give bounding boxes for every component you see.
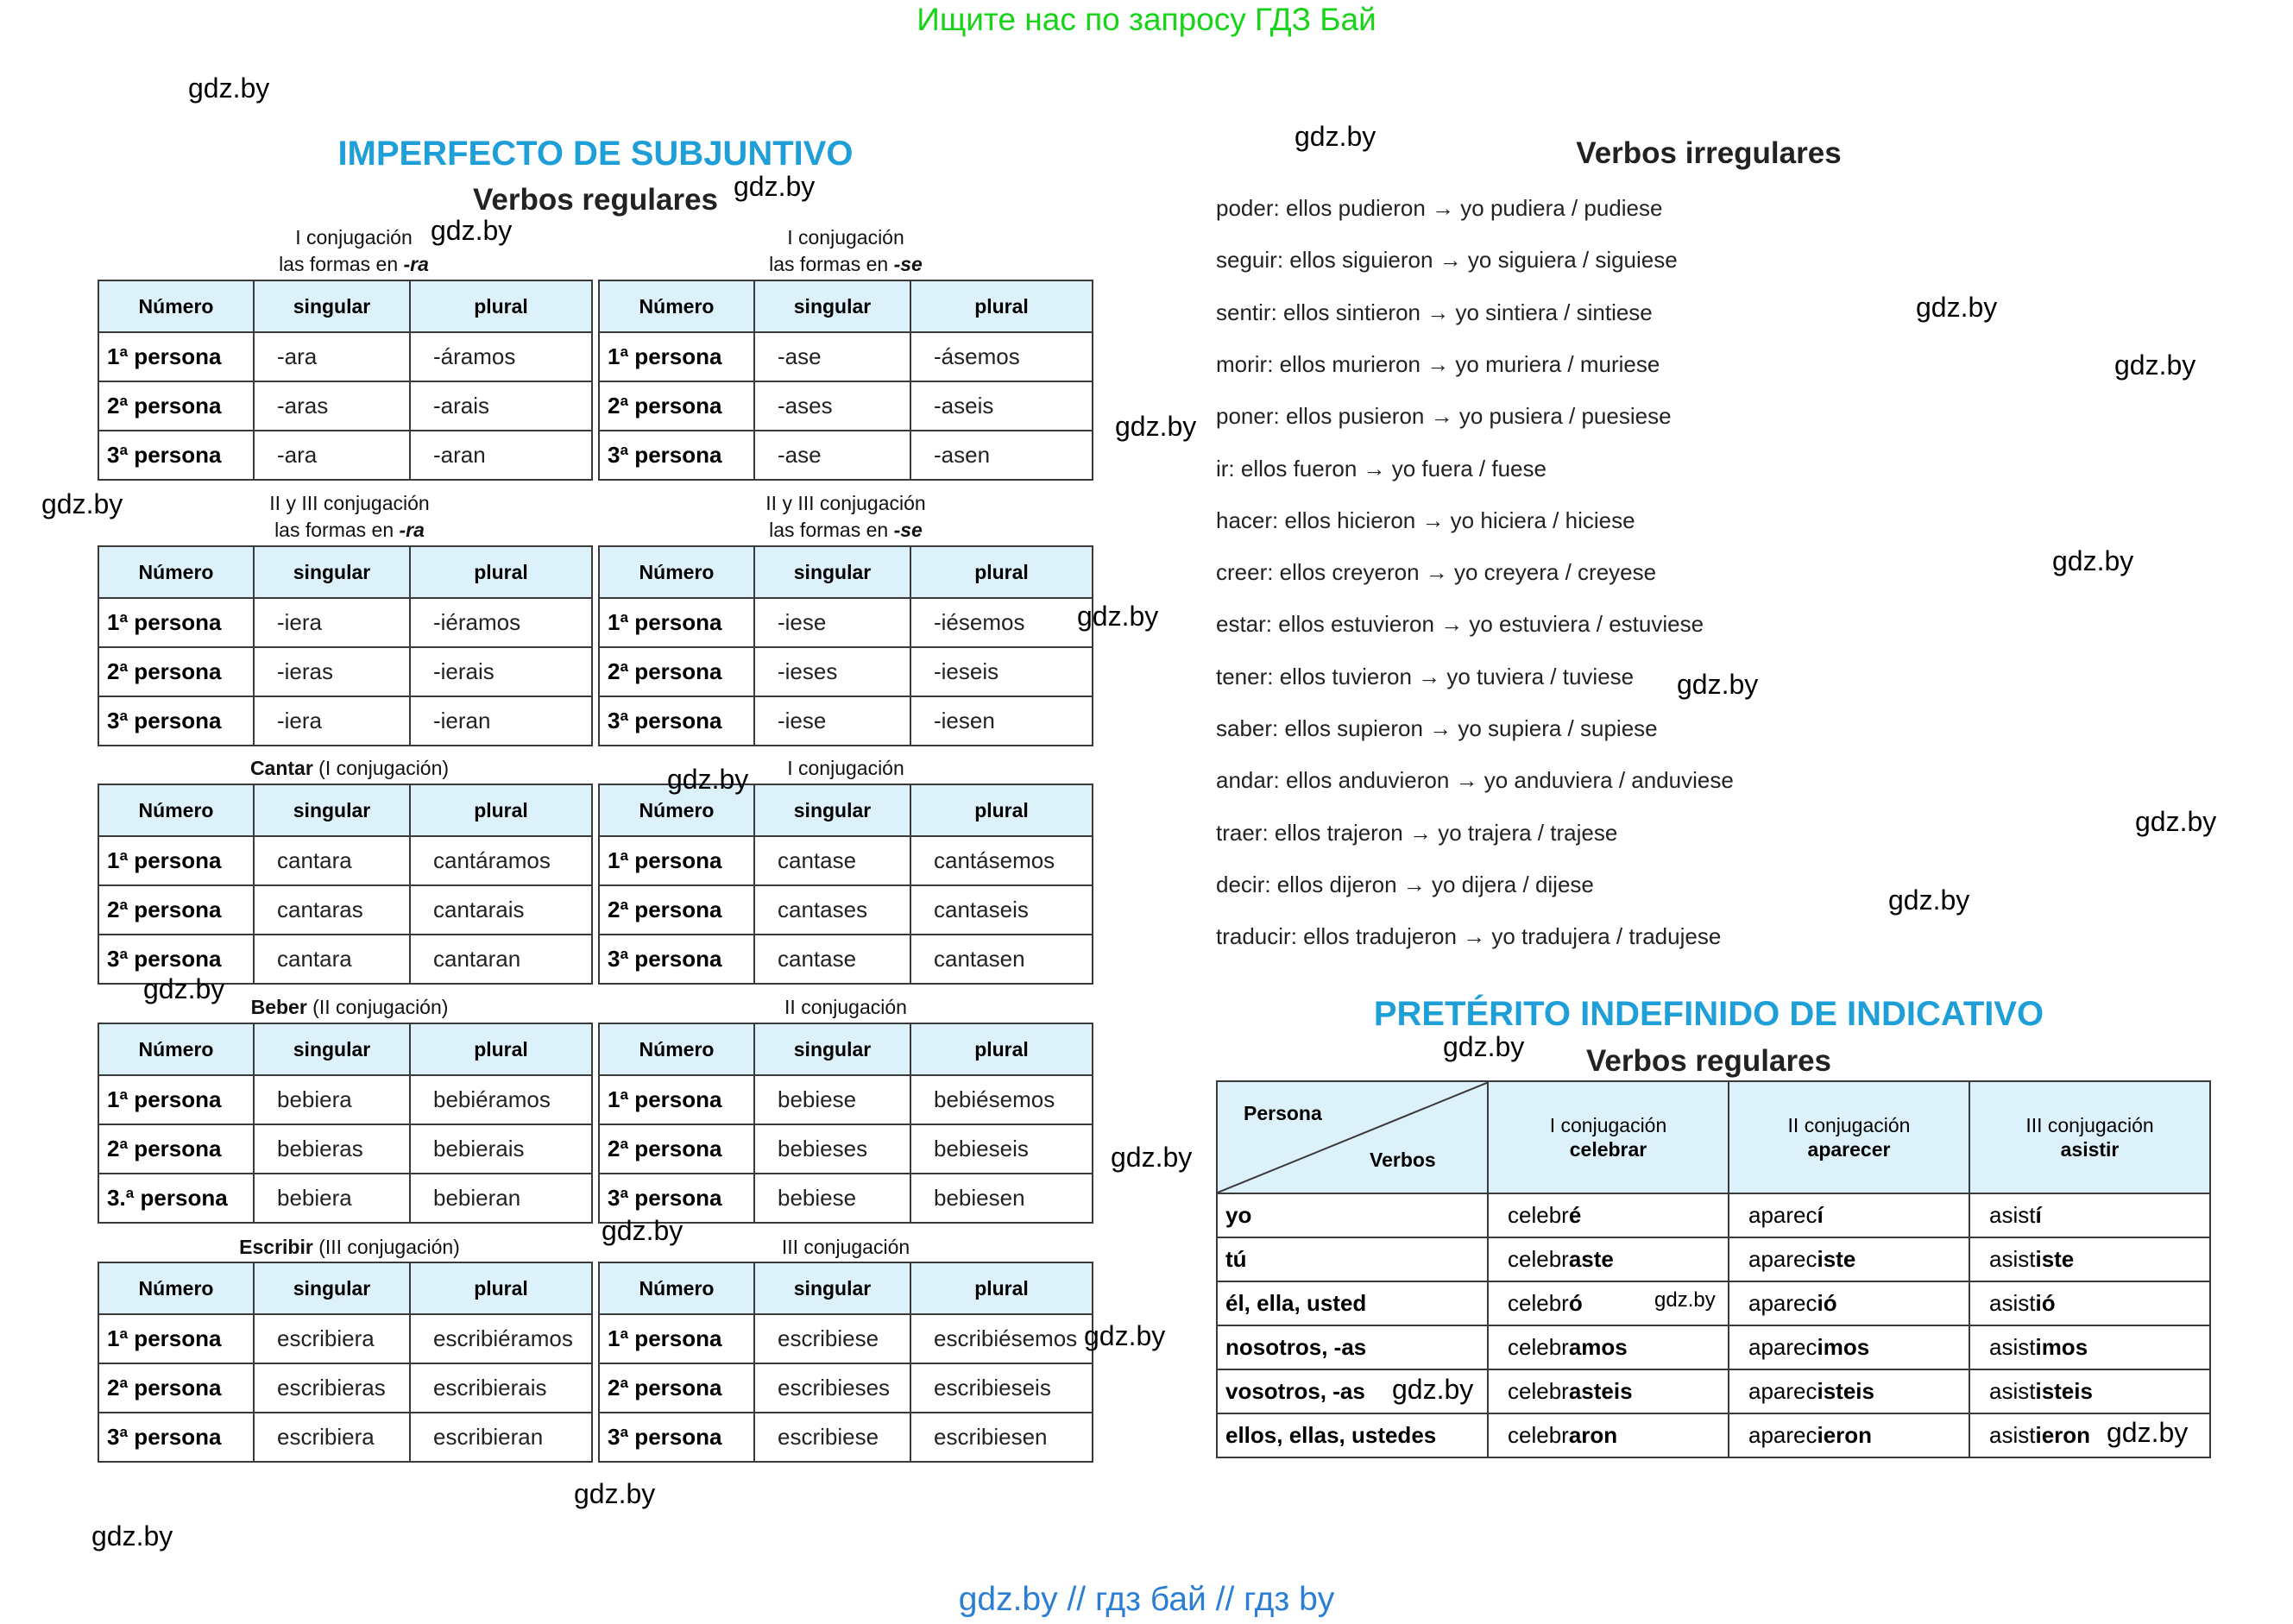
conjugation-table-10	[598, 1262, 1093, 1463]
plural-cell: escribiesen	[910, 1413, 1093, 1462]
verb-stem: celebr	[1508, 1334, 1569, 1360]
verb-stem: aparec	[1748, 1422, 1817, 1448]
watermark: gdz.by	[1111, 1142, 1193, 1173]
conjugation-table-5	[98, 784, 593, 985]
table-header-row	[98, 280, 592, 332]
plural-header: plural	[410, 1023, 592, 1075]
verb-form-cell	[1969, 1325, 2210, 1369]
verb-form-cell	[1488, 1237, 1729, 1281]
verb-form-cell	[1729, 1281, 1969, 1325]
watermark: gdz.by	[91, 1520, 173, 1552]
singular-cell: bebiera	[254, 1174, 410, 1223]
plural-cell: -ieran	[410, 696, 592, 746]
singular-cell: -aras	[254, 381, 410, 431]
singular-cell: bebiese	[754, 1174, 910, 1223]
col-header-3: III conjugación asistir	[1969, 1081, 2210, 1193]
watermark: gdz.by	[2135, 806, 2217, 837]
verb-ending: ieron	[1817, 1422, 1873, 1448]
plural-cell: escribiésemos	[910, 1314, 1093, 1363]
table-row	[98, 598, 592, 647]
plural-cell: -iéramos	[410, 598, 592, 647]
numero-header: Número	[599, 1023, 754, 1075]
singular-cell: cantases	[754, 885, 910, 935]
plural-cell: -ásemos	[910, 332, 1093, 381]
verb-stem: celebr	[1508, 1202, 1569, 1228]
verb-ending: imos	[2035, 1334, 2088, 1360]
plural-cell: -áramos	[410, 332, 592, 381]
verb-stem: celebr	[1508, 1422, 1569, 1448]
table-row	[599, 836, 1093, 885]
table-header-row	[98, 1262, 592, 1314]
person-cell: 3ª persona	[599, 696, 754, 746]
plural-cell: bebiéramos	[410, 1075, 592, 1124]
verb-stem: aparec	[1748, 1246, 1817, 1272]
person-cell: 1ª persona	[98, 836, 254, 885]
irregular-title: Verbos irregulares	[1576, 136, 1842, 170]
watermark: gdz.by	[1677, 669, 1759, 700]
watermark: gdz.by	[143, 973, 225, 1004]
plural-cell: cantasen	[910, 935, 1093, 984]
plural-header: plural	[410, 784, 592, 836]
table-row	[98, 1314, 592, 1363]
watermark: gdz.by	[1295, 121, 1376, 152]
table-row	[599, 885, 1093, 935]
numero-header: Número	[98, 784, 254, 836]
table-row	[1217, 1369, 2210, 1413]
person-cell: 1ª persona	[599, 598, 754, 647]
verb-form-cell	[1729, 1369, 1969, 1413]
singular-cell: escribieras	[254, 1363, 410, 1413]
watermark: gdz.by	[2107, 1417, 2189, 1448]
plural-cell: bebiésemos	[910, 1075, 1093, 1124]
person-cell: 3.ª persona	[98, 1174, 254, 1223]
caption-table-1: I conjugación las formas en -ra	[279, 226, 429, 275]
person-cell: 1ª persona	[599, 332, 754, 381]
verb-form-cell	[1488, 1325, 1729, 1369]
plural-cell: escribieran	[410, 1413, 592, 1462]
plural-cell: -ierais	[410, 647, 592, 696]
verb-stem: asist	[1989, 1290, 2036, 1316]
irregular-verb-line: andar: ellos anduvieron → yo anduviera / anduviese	[1216, 767, 1734, 794]
person-cell: 2ª persona	[98, 1124, 254, 1174]
person-cell: 1ª persona	[599, 1314, 754, 1363]
irregular-verb-line: tener: ellos tuvieron → yo tuviera / tuviese	[1216, 663, 1635, 689]
irregular-verb-line: traducir: ellos tradujeron → yo tradujera / tradujese	[1216, 923, 1722, 950]
persona-cell: yo	[1217, 1193, 1488, 1237]
table-row	[98, 431, 592, 480]
verb-stem: aparec	[1748, 1202, 1817, 1228]
persona-cell: nosotros, -as	[1217, 1325, 1488, 1369]
corner-label-persona: Persona	[1244, 1102, 1322, 1124]
irregular-verb-line: poner: ellos pusieron → yo pusiera / puesiese	[1216, 403, 1672, 430]
table-row	[599, 696, 1093, 746]
conjugation-table-6	[598, 784, 1093, 985]
table-row	[98, 647, 592, 696]
verb-ending: í	[1817, 1202, 1824, 1228]
singular-cell: -iera	[254, 598, 410, 647]
table-header-row	[599, 546, 1093, 598]
watermark: gdz.by	[1443, 1031, 1525, 1062]
verb-stem: asist	[1989, 1378, 2036, 1404]
verb-ending: aron	[1568, 1422, 1618, 1448]
numero-header: Número	[599, 784, 754, 836]
conjugation-table-8	[598, 1023, 1093, 1224]
table-header-row	[98, 1023, 592, 1075]
person-cell: 2ª persona	[599, 381, 754, 431]
caption-table-5: Cantar (I conjugación)	[249, 757, 450, 779]
singular-cell: -ara	[254, 332, 410, 381]
watermark: gdz.by	[2114, 349, 2196, 381]
singular-header: singular	[254, 1023, 410, 1075]
table-header-row	[599, 1023, 1093, 1075]
watermark: gdz.by	[734, 171, 816, 202]
plural-cell: -arais	[410, 381, 592, 431]
plural-cell: escribieseis	[910, 1363, 1093, 1413]
singular-cell: bebiera	[254, 1075, 410, 1124]
singular-header: singular	[754, 1023, 910, 1075]
table-header-row	[98, 784, 592, 836]
table-row	[1217, 1413, 2210, 1457]
numero-header: Número	[98, 1023, 254, 1075]
plural-cell: bebieseis	[910, 1124, 1093, 1174]
preterito-subtitle: Verbos regulares	[1585, 1044, 1832, 1078]
singular-cell: escribiese	[754, 1413, 910, 1462]
plural-cell: -iésemos	[910, 598, 1093, 647]
verb-ending: asteis	[1568, 1378, 1633, 1404]
singular-cell: -ara	[254, 431, 410, 480]
table-row	[1217, 1237, 2210, 1281]
plural-cell: bebieran	[410, 1174, 592, 1223]
verb-ending: iste	[2035, 1246, 2075, 1272]
person-cell: 1ª persona	[599, 1075, 754, 1124]
watermark: gdz.by	[1916, 292, 1998, 323]
verb-stem: asist	[1989, 1202, 2036, 1228]
corner-label-verbos: Verbos	[1370, 1149, 1436, 1171]
singular-header: singular	[254, 546, 410, 598]
table-row	[1217, 1193, 2210, 1237]
irregular-verb-line: saber: ellos supieron → yo supiera / supiese	[1216, 715, 1658, 741]
watermark: gdz.by	[1115, 411, 1197, 442]
table-row	[599, 1363, 1093, 1413]
singular-cell: -ieras	[254, 647, 410, 696]
table-row	[98, 1363, 592, 1413]
col-header-2: II conjugación aparecer	[1729, 1081, 1969, 1193]
plural-cell: -asen	[910, 431, 1093, 480]
table-row	[599, 1124, 1093, 1174]
singular-header: singular	[754, 1262, 910, 1314]
persona-cell: él, ella, usted	[1217, 1281, 1488, 1325]
persona-verbos-corner	[1217, 1081, 1488, 1193]
irregular-verb-line: sentir: ellos sintieron → yo sintiera / sintiese	[1216, 299, 1653, 325]
top-banner: Ищите нас по запросу ГДЗ Бай	[917, 2, 1376, 37]
verb-ending: ieron	[2035, 1422, 2091, 1448]
person-cell: 3ª persona	[599, 935, 754, 984]
verb-ending: ió	[1817, 1290, 1837, 1316]
person-cell: 1ª persona	[98, 1075, 254, 1124]
preterito-table	[1216, 1080, 2211, 1458]
irregular-verb-line: traer: ellos trajeron → yo trajera / trajese	[1216, 819, 1618, 846]
table-row	[98, 696, 592, 746]
watermark: gdz.by	[1392, 1374, 1474, 1405]
caption-table-4: II y III conjugación las formas en -se	[765, 492, 926, 541]
person-cell: 3ª persona	[98, 431, 254, 480]
imperfecto-subtitle: Verbos regulares	[472, 183, 719, 217]
singular-cell: cantaras	[254, 885, 410, 935]
irregular-verb-line: decir: ellos dijeron → yo dijera / dijese	[1216, 871, 1594, 897]
verb-stem: celebr	[1508, 1246, 1569, 1272]
person-cell: 2ª persona	[599, 647, 754, 696]
singular-cell: bebiese	[754, 1075, 910, 1124]
table-row	[98, 1124, 592, 1174]
plural-cell: -aran	[410, 431, 592, 480]
table-row	[1217, 1325, 2210, 1369]
conjugation-table-2	[598, 280, 1093, 481]
numero-header: Número	[599, 280, 754, 332]
irregular-verb-line: seguir: ellos siguieron → yo siguiera / siguiese	[1216, 247, 1678, 274]
plural-cell: escribiéramos	[410, 1314, 592, 1363]
numero-header: Número	[98, 1262, 254, 1314]
singular-cell: escribiera	[254, 1413, 410, 1462]
singular-header: singular	[754, 546, 910, 598]
person-cell: 2ª persona	[599, 1363, 754, 1413]
conjugation-table-7	[98, 1023, 593, 1224]
verb-form-cell	[1969, 1281, 2210, 1325]
singular-cell: cantase	[754, 935, 910, 984]
person-cell: 1ª persona	[98, 332, 254, 381]
conjugation-table-1	[98, 280, 593, 481]
plural-cell: cantásemos	[910, 836, 1093, 885]
table-row	[98, 1075, 592, 1124]
person-cell: 3ª persona	[599, 431, 754, 480]
person-cell: 2ª persona	[98, 1363, 254, 1413]
watermark: gdz.by	[2052, 545, 2134, 576]
verb-stem: aparec	[1748, 1334, 1817, 1360]
irregular-verb-line: ir: ellos fueron → yo fuera / fuese	[1216, 455, 1547, 482]
numero-header: Número	[98, 546, 254, 598]
singular-cell: bebieses	[754, 1124, 910, 1174]
person-cell: 2ª persona	[98, 647, 254, 696]
plural-cell: cantarais	[410, 885, 592, 935]
footer-links[interactable]: gdz.by // гдз бай // гдз by	[958, 1581, 1335, 1618]
caption-table-8: II conjugación	[784, 996, 907, 1018]
persona-cell: ellos, ellas, ustedes	[1217, 1413, 1488, 1457]
plural-header: plural	[410, 280, 592, 332]
plural-cell: bebiesen	[910, 1174, 1093, 1223]
irregular-verb-line: hacer: ellos hicieron → yo hiciera / hiciese	[1216, 507, 1635, 533]
verb-ending: í	[2035, 1202, 2042, 1228]
person-cell: 1ª persona	[98, 598, 254, 647]
caption-table-7: Beber (II conjugación)	[250, 996, 449, 1018]
numero-header: Número	[599, 1262, 754, 1314]
person-cell: 1ª persona	[599, 836, 754, 885]
singular-cell: -iera	[254, 696, 410, 746]
verb-stem: asist	[1989, 1422, 2036, 1448]
watermark: gdz.by	[1077, 601, 1159, 632]
plural-header: plural	[910, 784, 1093, 836]
plural-header: plural	[910, 546, 1093, 598]
preterito-header-row	[1217, 1081, 2210, 1193]
table-header-row	[599, 1262, 1093, 1314]
watermark: gdz.by	[1654, 1288, 1716, 1312]
verb-form-cell	[1488, 1369, 1729, 1413]
verb-stem: asist	[1989, 1246, 2036, 1272]
watermark: gdz.by	[188, 72, 270, 104]
col-header-1: I conjugación celebrar	[1488, 1081, 1729, 1193]
person-cell: 2ª persona	[98, 885, 254, 935]
verb-ending: isteis	[2035, 1378, 2093, 1404]
irregular-verb-line: morir: ellos murieron → yo muriera / muriese	[1216, 350, 1660, 377]
table-row	[599, 935, 1093, 984]
plural-cell: -iesen	[910, 696, 1093, 746]
table-row	[98, 836, 592, 885]
verb-form-cell	[1729, 1237, 1969, 1281]
irregular-verb-line: poder: ellos pudieron → yo pudiera / pudiese	[1216, 195, 1663, 221]
verb-ending: aste	[1568, 1246, 1614, 1272]
singular-cell: escribiera	[254, 1314, 410, 1363]
plural-cell: -aseis	[910, 381, 1093, 431]
person-cell: 2ª persona	[599, 885, 754, 935]
conjugation-table-4	[598, 545, 1093, 746]
singular-cell: cantase	[754, 836, 910, 885]
irregular-verb-line: creer: ellos creyeron → yo creyera / creyese	[1216, 559, 1657, 586]
verb-form-cell	[1488, 1193, 1729, 1237]
preterito-title: PRETÉRITO INDEFINIDO DE INDICATIVO	[1373, 995, 2044, 1033]
persona-cell: tú	[1217, 1237, 1488, 1281]
verb-form-cell	[1969, 1237, 2210, 1281]
imperfecto-title: IMPERFECTO DE SUBJUNTIVO	[337, 135, 854, 173]
verb-ending: ó	[1568, 1290, 1583, 1316]
verb-form-cell	[1488, 1413, 1729, 1457]
table-row	[599, 1075, 1093, 1124]
singular-header: singular	[254, 784, 410, 836]
table-header-row	[98, 546, 592, 598]
persona-cell: vosotros, -as	[1217, 1369, 1488, 1413]
plural-header: plural	[910, 1262, 1093, 1314]
verb-form-cell	[1969, 1193, 2210, 1237]
person-cell: 2ª persona	[98, 381, 254, 431]
singular-header: singular	[754, 280, 910, 332]
plural-cell: bebierais	[410, 1124, 592, 1174]
table-row	[599, 598, 1093, 647]
conjugation-table-3	[98, 545, 593, 746]
plural-cell: cantáramos	[410, 836, 592, 885]
table-row	[599, 431, 1093, 480]
singular-cell: escribieses	[754, 1363, 910, 1413]
plural-header: plural	[410, 1262, 592, 1314]
table-row	[599, 647, 1093, 696]
watermark: gdz.by	[574, 1478, 656, 1509]
table-row	[98, 1174, 592, 1223]
verb-ending: amos	[1568, 1334, 1628, 1360]
singular-cell: -ase	[754, 332, 910, 381]
person-cell: 3ª persona	[98, 935, 254, 984]
plural-cell: cantaseis	[910, 885, 1093, 935]
watermark: gdz.by	[602, 1215, 683, 1246]
singular-header: singular	[254, 1262, 410, 1314]
singular-cell: -iese	[754, 696, 910, 746]
singular-header: singular	[754, 784, 910, 836]
caption-table-2: I conjugación las formas en -se	[769, 226, 923, 275]
singular-cell: bebieras	[254, 1124, 410, 1174]
verb-stem: celebr	[1508, 1378, 1569, 1404]
verb-form-cell	[1729, 1193, 1969, 1237]
plural-header: plural	[910, 1023, 1093, 1075]
singular-cell: cantara	[254, 935, 410, 984]
table-row	[98, 885, 592, 935]
verb-ending: iste	[1817, 1246, 1856, 1272]
verb-stem: aparec	[1748, 1378, 1817, 1404]
table-row	[599, 332, 1093, 381]
irregular-verb-line: estar: ellos estuvieron → yo estuviera / estuviese	[1216, 611, 1704, 638]
verb-stem: aparec	[1748, 1290, 1817, 1316]
verb-ending: ió	[2035, 1290, 2056, 1316]
table-row	[599, 1314, 1093, 1363]
person-cell: 1ª persona	[98, 1314, 254, 1363]
plural-header: plural	[410, 546, 592, 598]
plural-cell: -ieseis	[910, 647, 1093, 696]
verb-stem: celebr	[1508, 1290, 1569, 1316]
table-row	[98, 1413, 592, 1462]
table-row	[599, 1413, 1093, 1462]
plural-cell: cantaran	[410, 935, 592, 984]
verb-form-cell	[1729, 1413, 1969, 1457]
singular-cell: -iese	[754, 598, 910, 647]
plural-header: plural	[910, 280, 1093, 332]
person-cell: 3ª persona	[98, 696, 254, 746]
table-row	[599, 381, 1093, 431]
singular-cell: cantara	[254, 836, 410, 885]
verb-ending: imos	[1817, 1334, 1870, 1360]
singular-cell: escribiese	[754, 1314, 910, 1363]
verb-form-cell	[1969, 1369, 2210, 1413]
watermark: gdz.by	[667, 764, 749, 795]
caption-table-9: Escribir (III conjugación)	[239, 1236, 460, 1258]
verb-stem: asist	[1989, 1334, 2036, 1360]
watermark: gdz.by	[1084, 1320, 1166, 1351]
singular-cell: -ases	[754, 381, 910, 431]
plural-cell: escribierais	[410, 1363, 592, 1413]
numero-header: Número	[599, 546, 754, 598]
caption-table-10: III conjugación	[781, 1236, 910, 1258]
caption-table-6: I conjugación	[787, 757, 904, 779]
singular-header: singular	[254, 280, 410, 332]
singular-cell: -ieses	[754, 647, 910, 696]
caption-table-3: II y III conjugación las formas en -ra	[269, 492, 430, 541]
verb-form-cell	[1729, 1325, 1969, 1369]
person-cell: 3ª persona	[599, 1413, 754, 1462]
table-header-row	[599, 280, 1093, 332]
person-cell: 3ª persona	[98, 1413, 254, 1462]
watermark: gdz.by	[431, 215, 513, 246]
watermark: gdz.by	[1888, 884, 1970, 916]
verb-ending: isteis	[1817, 1378, 1874, 1404]
diagonal-divider	[1218, 1082, 1489, 1193]
conjugation-table-9	[98, 1262, 593, 1463]
singular-cell: -ase	[754, 431, 910, 480]
numero-header: Número	[98, 280, 254, 332]
person-cell: 2ª persona	[599, 1124, 754, 1174]
table-row	[98, 332, 592, 381]
person-cell: 3ª persona	[599, 1174, 754, 1223]
verb-ending: é	[1568, 1202, 1582, 1228]
table-row	[98, 381, 592, 431]
watermark: gdz.by	[41, 488, 123, 519]
